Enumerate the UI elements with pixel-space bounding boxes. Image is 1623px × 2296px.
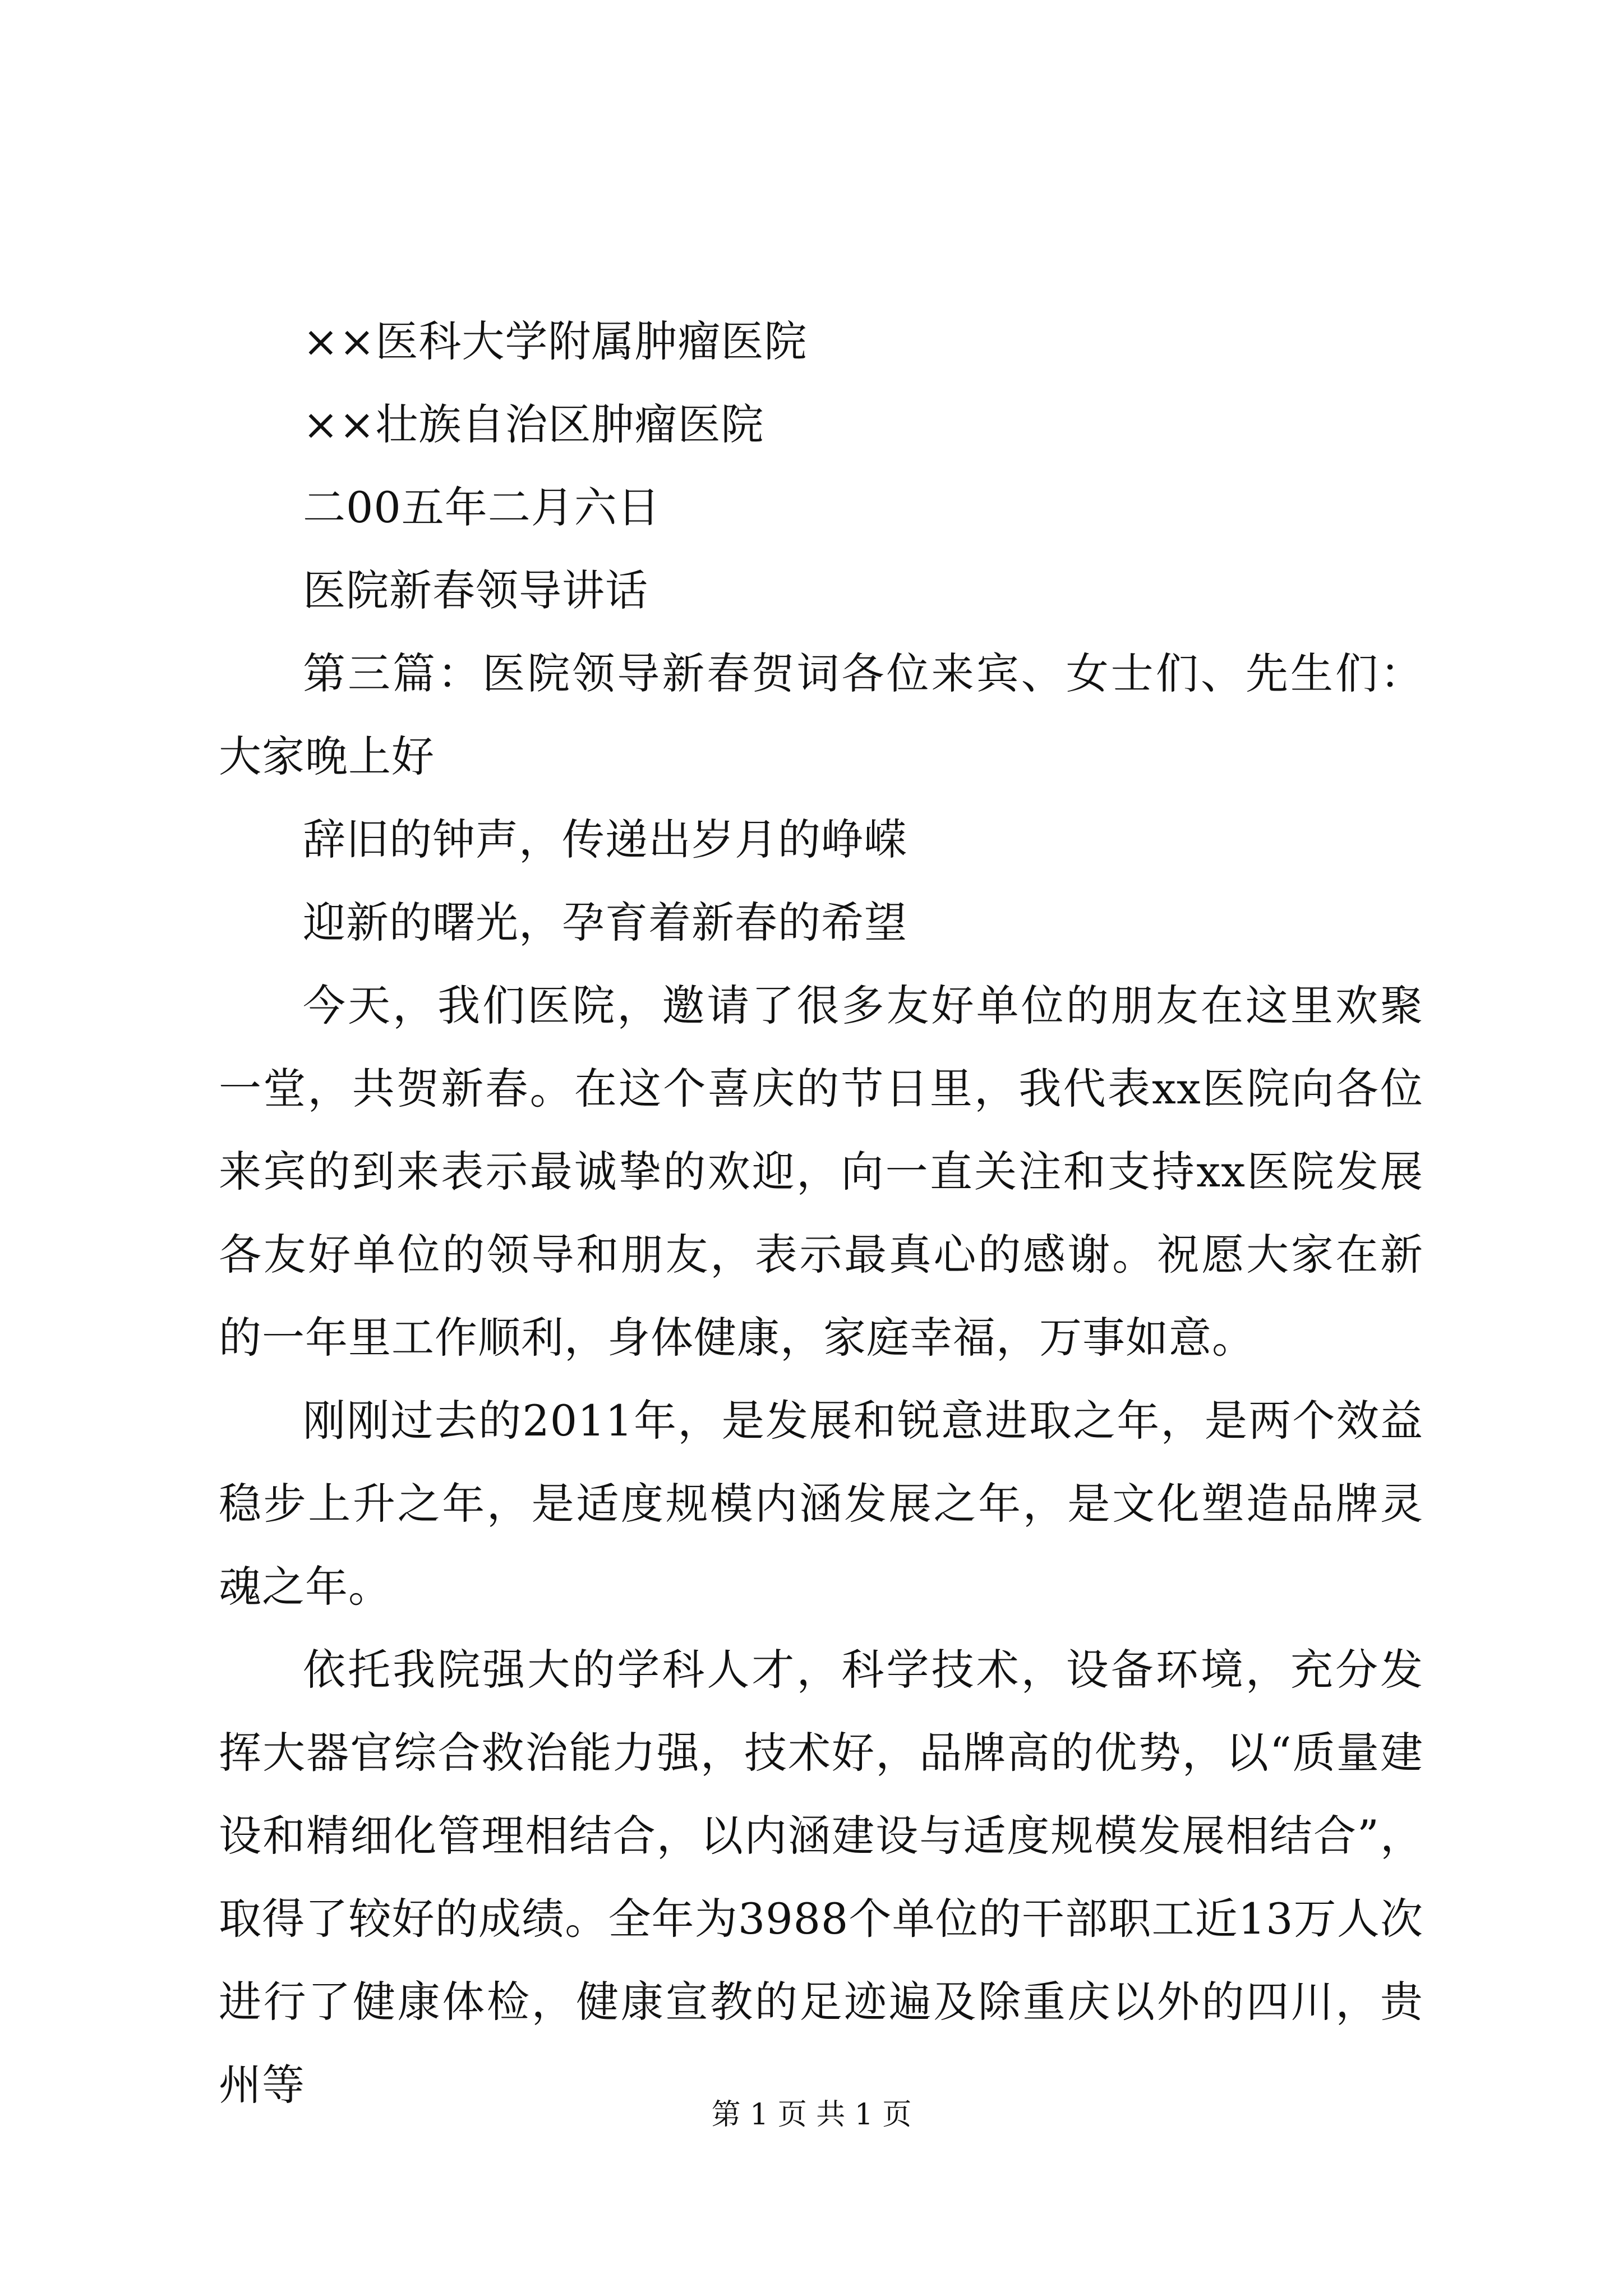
paragraph-review: 刚刚过去的2011年，是发展和锐意进取之年，是两个效益稳步上升之年，是适度规模内涵发展之年，是文化塑造品牌灵魂之年。 <box>219 1396 1423 1612</box>
paragraph-achievements: 依托我院强大的学科人才，科学技术，设备环境，充分发挥大器官综合救治能力强，技术好，品牌高的优势，以“质量建设和精细化管理相结合，以内涵建设与适度规模发展相结合”，取得了较好的成绩。全年为3988个单位的干部职工近13万人次进行了健康体检，健康宣教的足迹遍及除重庆以外的四川，贵州等 <box>219 1645 1423 2110</box>
paragraph-hospital-name-2: ××壮族自治区肿瘤医院 <box>303 399 764 449</box>
paragraph-greeting: 第三篇：医院领导新春贺词各位来宾、女士们、先生们：大家晚上好 <box>219 648 1423 781</box>
paragraph-verse-2: 迎新的曙光，孕育着新春的希望 <box>303 898 907 947</box>
page-footer: 第 1 页 共 1 页 <box>711 2098 912 2132</box>
document-body <box>219 300 1423 2127</box>
paragraph-date: 二00五年二月六日 <box>303 482 661 532</box>
paragraph-hospital-name-1: ××医科大学附属肿瘤医院 <box>303 316 808 366</box>
paragraph-welcome: 今天，我们医院，邀请了很多友好单位的朋友在这里欢聚一堂，共贺新春。在这个喜庆的节日里，我代表xx医院向各位来宾的到来表示最诚挚的欢迎，向一直关注和支持xx医院发展各友好单位的领导和朋友，表示最真心的感谢。祝愿大家在新的一年里工作顺利，身体健康，家庭幸福，万事如意。 <box>219 981 1423 1363</box>
paragraph-title: 医院新春领导讲话 <box>303 565 648 615</box>
paragraph-verse-1: 辞旧的钟声，传递出岁月的峥嵘 <box>303 815 907 864</box>
